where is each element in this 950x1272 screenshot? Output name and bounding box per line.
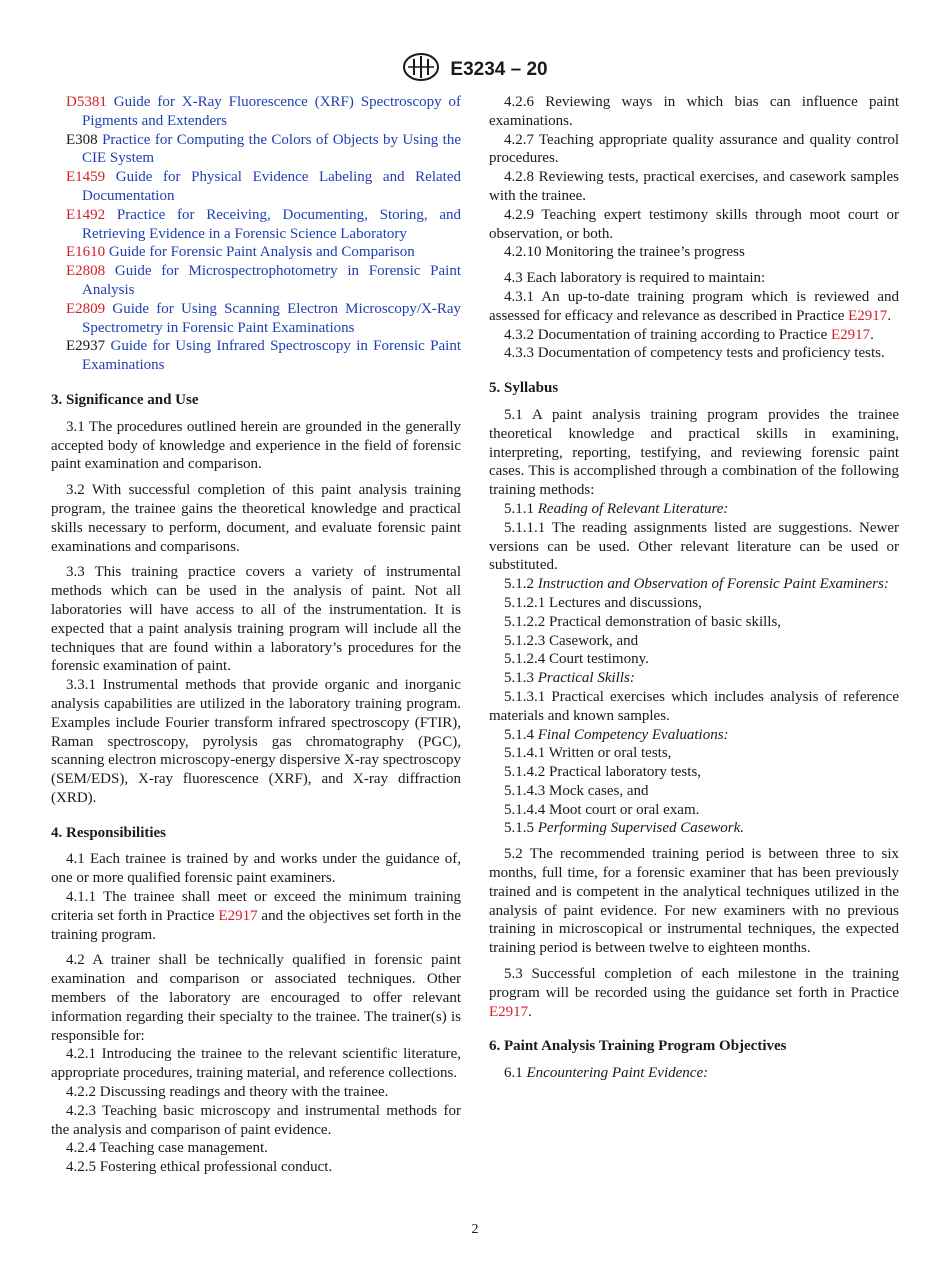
paragraph-3-3-1: 3.3.1 Instrumental methods that provide organic and inorganic analysis capabilities are utilized in the laboratory training program. Examples include Fourier transform infrared spectroscopy (FTIR), Raman spectroscopy, pyrolysis gas chromatography (PGC), scanning electron microscopy-energy dispersive X-ray spectroscopy (SEM/EDS), X-ray fluorescence (XRF), and X-ray diffraction (XRD). bbox=[51, 677, 462, 806]
reference-item bbox=[51, 262, 461, 300]
paragraph-text: . bbox=[528, 1003, 532, 1020]
paragraph-4-2-1: 4.2.1 Introducing the trainee to the relevant scientific literature, appropriate procedures, training material, and reference collections. bbox=[51, 1046, 461, 1082]
paragraph-5-1-2-1: 5.1.2.1 Lectures and discussions, bbox=[504, 594, 702, 611]
paragraph-4-3-1 bbox=[489, 288, 899, 326]
paragraph-number: 5.1.4 bbox=[504, 726, 538, 743]
paragraph-4-3-3: 4.3.3 Documentation of competency tests and proficiency tests. bbox=[504, 345, 885, 362]
paragraph-5-1-4-1: 5.1.4.1 Written or oral tests, bbox=[504, 745, 672, 762]
paragraph-4-2-5: 4.2.5 Fostering ethical professional conduct. bbox=[66, 1159, 333, 1176]
paragraph-title: Instruction and Observation of Forensic Paint Examiners: bbox=[537, 576, 889, 593]
astm-logo-icon bbox=[402, 52, 440, 87]
paragraph-text: 5.3 Successful completion of each milestone in the training program will be recorded using the guidance set forth in Practice bbox=[489, 966, 899, 1001]
paragraph-5-1-5 bbox=[489, 819, 899, 838]
reference-title[interactable]: Guide for X-Ray Fluorescence (XRF) Spectroscopy of Pigments and Extenders bbox=[82, 94, 462, 129]
reference-code[interactable]: E1459 bbox=[66, 169, 106, 186]
paragraph-text: and the objectives set forth in the training program. bbox=[51, 907, 461, 943]
reference-code[interactable]: E1492 bbox=[66, 206, 106, 223]
paragraph-5-1-4-3: 5.1.4.3 Mock cases, and bbox=[504, 782, 649, 799]
section-5-heading: 5. Syllabus bbox=[489, 380, 559, 397]
paragraph-4-2-3: 4.2.3 Teaching basic microscopy and instrumental methods for the analysis and comparison of paint evidence. bbox=[51, 1102, 461, 1138]
reference-item bbox=[51, 131, 461, 169]
paragraph-4-3: 4.3 Each laboratory is required to maintain: bbox=[504, 270, 766, 287]
paragraph-4-2-4: 4.2.4 Teaching case management. bbox=[66, 1140, 268, 1157]
paragraph-5-1-4-4: 5.1.4.4 Moot court or oral exam. bbox=[504, 801, 700, 818]
paragraph-5-1: 5.1 A paint analysis training program provides the trainee theoretical knowledge and practical skills in examining, interpreting, reporting, testifying, and reviewing forensic paint cases. This is accomplished through a combination of the following training methods: bbox=[489, 406, 899, 499]
paragraph-4-2-2: 4.2.2 Discussing readings and theory with the trainee. bbox=[66, 1084, 389, 1101]
paragraph-4-2-7: 4.2.7 Teaching appropriate quality assurance and quality control procedures. bbox=[489, 131, 899, 167]
section-6-heading: 6. Paint Analysis Training Program Objectives bbox=[489, 1038, 787, 1055]
paragraph-4-2-10: 4.2.10 Monitoring the trainee’s progress bbox=[504, 244, 745, 261]
paragraph-text: 4.3.1 An up-to-date training program which is reviewed and assessed for efficacy and relevance as described in Practice bbox=[489, 288, 899, 324]
paragraph-5-1-3-1: 5.1.3.1 Practical exercises which includes analysis of reference materials and known samples. bbox=[489, 688, 899, 724]
reference-item bbox=[51, 337, 461, 375]
paragraph-5-3 bbox=[489, 965, 899, 1021]
paragraph-number: 5.1.3 bbox=[504, 670, 538, 687]
right-column bbox=[489, 93, 899, 1083]
paragraph-number: 6.1 bbox=[504, 1065, 527, 1082]
e2917-link[interactable]: E2917 bbox=[848, 307, 888, 324]
reference-item bbox=[51, 168, 461, 206]
paragraph-4-2-8: 4.2.8 Reviewing tests, practical exercises, and casework samples with the trainee. bbox=[489, 169, 899, 204]
reference-item bbox=[51, 206, 461, 244]
reference-title[interactable]: Practice for Computing the Colors of Objects by Using the CIE System bbox=[82, 131, 461, 167]
e2917-link[interactable]: E2917 bbox=[218, 907, 258, 924]
paragraph-text: 4.3.2 Documentation of training according to Practice bbox=[504, 326, 831, 343]
e2917-link[interactable]: E2917 bbox=[830, 326, 871, 343]
paragraph-number: 5.1.2 bbox=[504, 576, 538, 593]
reference-code: E308 bbox=[66, 131, 98, 148]
paragraph-5-1-2 bbox=[489, 575, 899, 594]
reference-title[interactable]: Guide for Physical Evidence Labeling and Related Documentation bbox=[82, 169, 461, 204]
reference-item bbox=[51, 93, 461, 131]
paragraph-5-2: 5.2 The recommended training period is between three to six months, full time, for a forensic examiner that has been previously trained and is competent in the analytical techniques utilized in the analysis of paint evidence. For new examiners with no previous training in microscopical or instrumental techniques, the expected training period is between twelve to eighteen months. bbox=[489, 846, 899, 957]
reference-code[interactable]: D5381 bbox=[66, 94, 107, 110]
reference-code[interactable]: E1610 bbox=[66, 244, 106, 261]
reference-title[interactable]: Practice for Receiving, Documenting, Storing, and Retrieving Evidence in a Forensic Science Laboratory bbox=[82, 206, 461, 242]
paragraph-3-1: 3.1 The procedures outlined herein are grounded in the generally accepted body of knowledge and experience in the field of forensic paint examination and comparison. bbox=[51, 418, 461, 473]
paragraph-text: . bbox=[887, 307, 892, 324]
document-code: E3234 – 20 bbox=[450, 58, 548, 80]
reference-code[interactable]: E2808 bbox=[66, 263, 106, 280]
paragraph-4-2: 4.2 A trainer shall be technically qualified in forensic paint examination and comparison or associated techniques. Other members of the laboratory are encouraged to offer relevant information regarding their specialty to the trainee. The trainer(s) is responsible for: bbox=[51, 952, 461, 1044]
paragraph-5-1-1 bbox=[489, 500, 899, 519]
paragraph-3-2: 3.2 With successful completion of this paint analysis training program, the trainee gains the theoretical knowledge and practical skills necessary to perform, document, and evaluate forensic paint examinations and comparisons. bbox=[51, 482, 461, 555]
paragraph-5-1-3 bbox=[489, 669, 899, 688]
left-column bbox=[51, 93, 461, 1177]
reference-list bbox=[51, 93, 461, 375]
paragraph-number: 5.1.1 bbox=[504, 500, 538, 517]
reference-title[interactable]: Guide for Microspectrophotometry in Forensic Paint Analysis bbox=[82, 263, 462, 298]
reference-code: E2937 bbox=[66, 338, 106, 355]
reference-title[interactable]: Guide for Forensic Paint Analysis and Comparison bbox=[108, 244, 415, 261]
paragraph-5-1-1-1: 5.1.1.1 The reading assignments listed are suggestions. Newer versions can be used. Other relevant literature can be used or substituted. bbox=[489, 519, 899, 574]
reference-code[interactable]: E2809 bbox=[66, 300, 106, 317]
paragraph-title: Encountering Paint Evidence: bbox=[526, 1065, 709, 1082]
reference-item bbox=[51, 243, 461, 262]
paragraph-4-1: 4.1 Each trainee is trained by and works under the guidance of, one or more qualified forensic paint examiners. bbox=[51, 851, 461, 887]
paragraph-3-3: 3.3 This training practice covers a variety of instrumental methods which can be used in the analysis of paint. Not all laboratories will have access to all of the instrumentation. It is expected that a paint analysis training program will include all the techniques that are found within a laboratory’s procedures for the forensic examination of paint. bbox=[51, 564, 461, 675]
paragraph-5-1-2-4: 5.1.2.4 Court testimony. bbox=[504, 651, 649, 668]
page-number: 2 bbox=[471, 1222, 479, 1237]
section-4-heading: 4. Responsibilities bbox=[51, 824, 167, 841]
paragraph-4-3-2 bbox=[489, 326, 899, 345]
paragraph-4-2-9: 4.2.9 Teaching expert testimony skills through moot court or observation, or both. bbox=[489, 206, 899, 242]
paragraph-number: 5.1.5 bbox=[504, 820, 538, 837]
paragraph-text: . bbox=[870, 326, 874, 343]
paragraph-5-1-2-3: 5.1.2.3 Casework, and bbox=[504, 632, 639, 649]
paragraph-5-1-4-2: 5.1.4.2 Practical laboratory tests, bbox=[504, 764, 702, 781]
reference-title[interactable]: Guide for Using Scanning Electron Microscopy/X-Ray Spectrometry in Forensic Paint Examinations bbox=[82, 300, 461, 336]
page-header bbox=[0, 52, 950, 87]
paragraph-4-1-1 bbox=[51, 888, 461, 944]
paragraph-title: Performing Supervised Casework. bbox=[537, 820, 744, 837]
paragraph-5-1-2-2: 5.1.2.2 Practical demonstration of basic skills, bbox=[504, 613, 782, 630]
paragraph-title: Practical Skills: bbox=[537, 670, 635, 687]
paragraph-text: 4.1.1 The trainee shall meet or exceed the minimum training criteria set forth in Practice bbox=[51, 889, 461, 924]
paragraph-title: Final Competency Evaluations: bbox=[537, 726, 729, 743]
reference-item bbox=[51, 300, 461, 338]
paragraph-6-1 bbox=[489, 1064, 899, 1083]
paragraph-5-1-4 bbox=[489, 726, 899, 745]
section-3-heading: 3. Significance and Use bbox=[51, 391, 199, 408]
e2917-link[interactable]: E2917 bbox=[489, 1003, 529, 1020]
paragraph-4-2-6: 4.2.6 Reviewing ways in which bias can influence paint examinations. bbox=[489, 94, 899, 129]
reference-title[interactable]: Guide for Using Infrared Spectroscopy in Forensic Paint Examinations bbox=[82, 338, 461, 374]
paragraph-title: Reading of Relevant Literature: bbox=[537, 500, 729, 517]
